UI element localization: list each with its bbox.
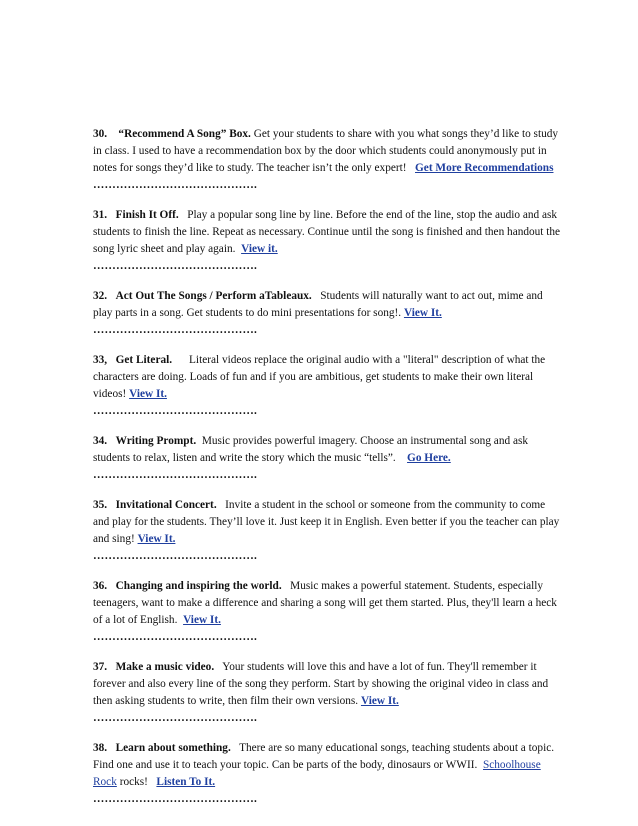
view-it-link[interactable]: View It. [137, 533, 176, 545]
entry-text [93, 740, 563, 791]
item-title: Make a music video. [115, 661, 215, 673]
separator: ……………………………………. [93, 631, 257, 643]
item-body: Get your students to share with you what songs they’d like to study in class. I used to have a recommendation box by the door which students could anonymously put in notes for songs they’d like to study. The teacher isn’t the only expert! [93, 128, 559, 174]
item-body: Play a popular song line by line. Before the end of the line, stop the audio and ask students to finish the line. Repeat as necessary. Continue until the song is finished and then handout the song lyric sheet and play again. [93, 209, 561, 255]
item-title: Invitational Concert. [115, 499, 217, 511]
view-it-link[interactable]: View It. [403, 307, 442, 319]
list-item-30 [93, 126, 563, 194]
item-number: 34. [93, 435, 108, 447]
item-body: Invite a student in the school or someone from the community to come and play for the students. They’ll love it. Just keep it in English. Even better if you the teacher can play and sing! [93, 499, 560, 545]
entry-text [93, 352, 563, 403]
go-here-link[interactable]: Go Here. [407, 452, 451, 464]
schoolhouse-rock-link[interactable]: Schoolhouse Rock [93, 759, 541, 788]
item-body: Students will naturally want to act out, mime and play parts in a song. Get students to do mini presentations for song!. [93, 290, 543, 319]
view-it-link[interactable]: View It. [360, 695, 399, 707]
list-item-32 [93, 288, 563, 339]
view-it-link[interactable]: View it. [241, 243, 278, 255]
separator: ……………………………………. [93, 260, 257, 272]
item-number: 30. [93, 128, 108, 140]
item-title: Get Literal. [115, 354, 173, 366]
separator: ……………………………………. [93, 793, 257, 805]
entry-text [93, 433, 563, 467]
entry-text [93, 578, 563, 629]
item-body: There are so many educational songs, teaching students about a topic. Find one and use it to teach your topic. Can be parts of the body, dinosaurs or WWII. [93, 742, 555, 771]
list-item-36 [93, 578, 563, 646]
separator: ……………………………………. [93, 469, 257, 481]
view-it-link[interactable]: View It. [129, 388, 167, 400]
view-it-link[interactable]: View It. [183, 614, 221, 626]
item-title: Writing Prompt. [115, 435, 197, 447]
separator: ……………………………………. [93, 324, 257, 336]
item-number: 32. [93, 290, 108, 302]
item-body: Music makes a powerful statement. Students, especially teenagers, want to make a difference and sharing a song will get them started. Plus, they'll learn a heck of a lot of English. [93, 580, 557, 626]
entry-text [93, 126, 563, 177]
list-item-38 [93, 740, 563, 808]
item-number: 35. [93, 499, 108, 511]
listen-to-it-link[interactable]: Listen To It. [156, 776, 216, 788]
item-title: Finish It Off. [115, 209, 179, 221]
item-body-after: rocks! [119, 776, 148, 788]
item-title: Changing and inspiring the world. [115, 580, 282, 592]
item-body: Literal videos replace the original audio with a "literal" description of what the characters are doing. Loads of fun and if you are ambitious, get students to make their own literal videos! [93, 354, 546, 400]
entry-text [93, 497, 563, 548]
item-title: “Recommend A Song” Box. [118, 128, 251, 140]
item-body: Your students will love this and have a lot of fun. They'll remember it forever and also every line of the song they perform. Start by showing the original video in class and then asking students to write, then film their own versions. [93, 661, 549, 707]
list-item-37 [93, 659, 563, 727]
item-number: 37. [93, 661, 108, 673]
document-content [93, 126, 563, 808]
entry-text [93, 659, 563, 710]
item-number: 31. [93, 209, 108, 221]
separator: ……………………………………. [93, 712, 257, 724]
list-item-33 [93, 352, 563, 420]
item-title: Act Out The Songs / Perform aTableaux. [115, 290, 312, 302]
item-number: 38. [93, 742, 108, 754]
list-item-31 [93, 207, 563, 275]
entry-text [93, 288, 563, 322]
get-more-recommendations-link[interactable]: Get More Recommendations [415, 162, 554, 174]
separator: ……………………………………. [93, 550, 257, 562]
item-body: Music provides powerful imagery. Choose an instrumental song and ask students to relax, listen and write the story which the music “tells”. [93, 435, 528, 464]
separator: ……………………………………. [93, 405, 257, 417]
list-item-34 [93, 433, 563, 484]
separator: ……………………………………. [93, 179, 257, 191]
list-item-35 [93, 497, 563, 565]
item-number: 33, [93, 354, 108, 366]
item-number: 36. [93, 580, 108, 592]
entry-text [93, 207, 563, 258]
item-title: Learn about something. [115, 742, 231, 754]
